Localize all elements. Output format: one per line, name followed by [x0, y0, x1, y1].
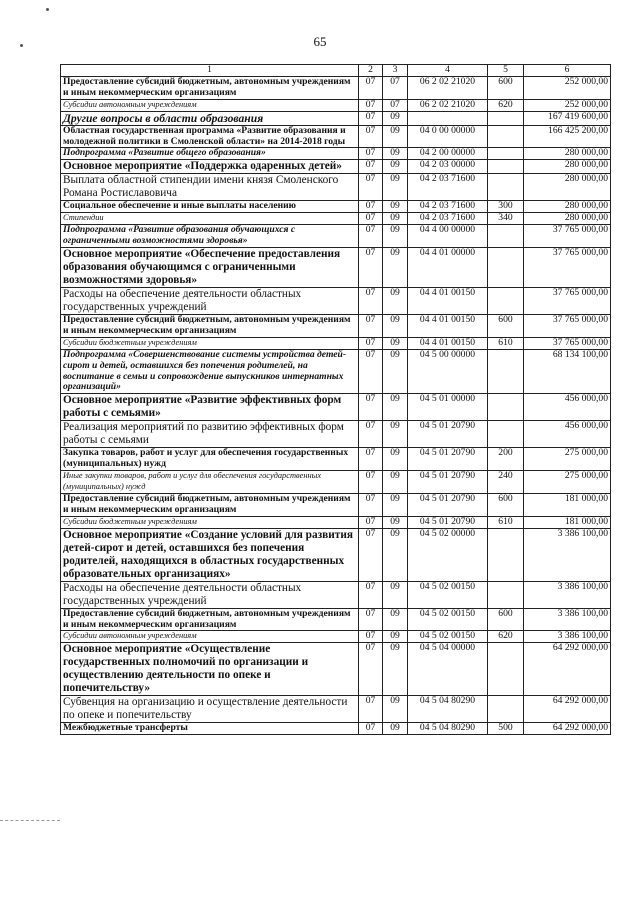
expense-type-code	[488, 125, 524, 148]
table-row	[61, 394, 611, 421]
target-article-code: 04 5 02 00150	[408, 608, 488, 631]
target-article-code: 04 5 01 20790	[408, 448, 488, 471]
expense-item-name: Субсидии бюджетным учреждениям	[61, 337, 359, 349]
section-code: 07	[359, 174, 383, 201]
target-article-code: 04 5 02 00000	[408, 528, 488, 581]
expense-item-name: Основное мероприятие «Развитие эффективных форм работы с семьями»	[61, 394, 359, 421]
table-row	[61, 111, 611, 125]
expense-type-code	[488, 643, 524, 696]
table-row	[61, 471, 611, 494]
section-code: 07	[359, 516, 383, 528]
amount-value: 3 386 100,00	[524, 631, 611, 643]
expense-item-name: Субсидии бюджетным учреждениям	[61, 516, 359, 528]
expense-item-name: Предоставление субсидий бюджетным, автономным учреждениям и иным некоммерческим организациям	[61, 608, 359, 631]
table-row	[61, 723, 611, 735]
expense-item-name: Закупка товаров, работ и услуг для обеспечения государственных (муниципальных) нужд	[61, 448, 359, 471]
target-article-code: 04 5 01 20790	[408, 471, 488, 494]
target-article-code: 04 4 01 00150	[408, 287, 488, 314]
section-code: 07	[359, 160, 383, 174]
section-code: 07	[359, 213, 383, 225]
subsection-code: 09	[383, 516, 408, 528]
table-row	[61, 581, 611, 608]
section-code: 07	[359, 608, 383, 631]
amount-value: 181 000,00	[524, 493, 611, 516]
expense-item-name: Социальное обеспечение и иные выплаты населению	[61, 201, 359, 213]
section-code: 07	[359, 314, 383, 337]
expense-type-code: 600	[488, 314, 524, 337]
section-code: 07	[359, 225, 383, 248]
expense-item-name: Предоставление субсидий бюджетным, автономным учреждениям и иным некоммерческим организациям	[61, 493, 359, 516]
expense-item-name: Расходы на обеспечение деятельности областных государственных учреждений	[61, 581, 359, 608]
section-code: 07	[359, 471, 383, 494]
section-code: 07	[359, 421, 383, 448]
target-article-code: 04 4 01 00150	[408, 314, 488, 337]
amount-value: 68 134 100,00	[524, 349, 611, 394]
table-row	[61, 160, 611, 174]
table-row	[61, 213, 611, 225]
subsection-code: 09	[383, 148, 408, 160]
table-row	[61, 516, 611, 528]
amount-value: 456 000,00	[524, 421, 611, 448]
amount-value: 280 000,00	[524, 213, 611, 225]
section-code: 07	[359, 493, 383, 516]
column-number: 1	[61, 65, 359, 77]
expense-item-name: Подпрограмма «Совершенствование системы устройства детей-сирот и детей, оставшихся без попечения родителей, на воспитание в семьи и сопровождение выпускников интернатных организаций»	[61, 349, 359, 394]
subsection-code: 09	[383, 174, 408, 201]
expense-type-code: 600	[488, 493, 524, 516]
target-article-code: 04 4 01 00000	[408, 247, 488, 287]
amount-value: 64 292 000,00	[524, 723, 611, 735]
expense-item-name: Основное мероприятие «Создание условий для развития детей-сирот и детей, оставшихся без попечения родителей, находящихся в областных государственных образовательных организациях»	[61, 528, 359, 581]
expense-type-code: 300	[488, 201, 524, 213]
target-article-code: 04 2 03 71600	[408, 174, 488, 201]
expense-type-code: 340	[488, 213, 524, 225]
section-code: 07	[359, 247, 383, 287]
subsection-code: 09	[383, 349, 408, 394]
expense-type-code	[488, 287, 524, 314]
table-row	[61, 493, 611, 516]
section-code: 07	[359, 76, 383, 99]
target-article-code: 04 5 01 20790	[408, 493, 488, 516]
subsection-code: 09	[383, 696, 408, 723]
table-row	[61, 448, 611, 471]
expense-type-code	[488, 528, 524, 581]
target-article-code: 04 0 00 00000	[408, 125, 488, 148]
target-article-code: 04 5 04 80290	[408, 696, 488, 723]
subsection-code: 09	[383, 421, 408, 448]
target-article-code: 04 5 02 00150	[408, 631, 488, 643]
target-article-code: 04 4 00 00000	[408, 225, 488, 248]
section-code: 07	[359, 448, 383, 471]
expense-type-code: 200	[488, 448, 524, 471]
expense-item-name: Основное мероприятие «Осуществление государственных полномочий по организации и осуществлению деятельности по опеке и попечительству»	[61, 643, 359, 696]
subsection-code: 09	[383, 631, 408, 643]
subsection-code: 09	[383, 723, 408, 735]
section-code: 07	[359, 528, 383, 581]
expense-item-name: Межбюджетные трансферты	[61, 723, 359, 735]
amount-value: 64 292 000,00	[524, 696, 611, 723]
target-article-code: 04 2 03 71600	[408, 213, 488, 225]
target-article-code: 04 4 01 00150	[408, 337, 488, 349]
subsection-code: 09	[383, 213, 408, 225]
subsection-code: 09	[383, 471, 408, 494]
target-article-code: 06 2 02 21020	[408, 76, 488, 99]
subsection-code: 09	[383, 314, 408, 337]
table-row	[61, 125, 611, 148]
table-row	[61, 421, 611, 448]
target-article-code: 04 5 02 00150	[408, 581, 488, 608]
subsection-code: 09	[383, 201, 408, 213]
column-number: 2	[359, 65, 383, 77]
amount-value: 280 000,00	[524, 160, 611, 174]
expense-item-name: Подпрограмма «Развитие образования обучающихся с ограниченными возможностями здоровья»	[61, 225, 359, 248]
table-row	[61, 631, 611, 643]
table-row	[61, 174, 611, 201]
section-code: 07	[359, 337, 383, 349]
expense-item-name: Выплата областной стипендии имени князя Смоленского Романа Ростиславовича	[61, 174, 359, 201]
amount-value: 37 765 000,00	[524, 287, 611, 314]
amount-value: 166 425 200,00	[524, 125, 611, 148]
subsection-code: 09	[383, 643, 408, 696]
subsection-code: 07	[383, 99, 408, 111]
expense-item-name: Основное мероприятие «Обеспечение предоставления образования обучающимся с ограниченными возможностями здоровья»	[61, 247, 359, 287]
target-article-code: 06 2 02 21020	[408, 99, 488, 111]
expense-type-code	[488, 421, 524, 448]
budget-table	[60, 64, 611, 735]
subsection-code: 09	[383, 528, 408, 581]
section-code: 07	[359, 148, 383, 160]
section-code: 07	[359, 99, 383, 111]
amount-value: 37 765 000,00	[524, 247, 611, 287]
column-number: 4	[408, 65, 488, 77]
column-number: 3	[383, 65, 408, 77]
section-code: 07	[359, 125, 383, 148]
section-code: 07	[359, 394, 383, 421]
subsection-code: 09	[383, 160, 408, 174]
table-row	[61, 76, 611, 99]
expense-type-code	[488, 696, 524, 723]
expense-item-name: Стипендии	[61, 213, 359, 225]
section-code: 07	[359, 111, 383, 125]
amount-value: 3 386 100,00	[524, 581, 611, 608]
target-article-code	[408, 111, 488, 125]
expense-type-code	[488, 394, 524, 421]
column-number-row	[61, 65, 611, 77]
amount-value: 280 000,00	[524, 201, 611, 213]
amount-value: 37 765 000,00	[524, 225, 611, 248]
subsection-code: 09	[383, 493, 408, 516]
target-article-code: 04 5 00 00000	[408, 349, 488, 394]
expense-type-code: 610	[488, 337, 524, 349]
expense-type-code	[488, 349, 524, 394]
expense-item-name: Субсидии автономным учреждениям	[61, 99, 359, 111]
amount-value: 275 000,00	[524, 471, 611, 494]
subsection-code: 09	[383, 448, 408, 471]
subsection-code: 09	[383, 111, 408, 125]
expense-type-code: 610	[488, 516, 524, 528]
expense-item-name: Иные закупки товаров, работ и услуг для обеспечения государственных (муниципальных) нужд	[61, 471, 359, 494]
target-article-code: 04 2 00 00000	[408, 148, 488, 160]
amount-value: 64 292 000,00	[524, 643, 611, 696]
target-article-code: 04 5 04 00000	[408, 643, 488, 696]
amount-value: 280 000,00	[524, 174, 611, 201]
expense-item-name: Предоставление субсидий бюджетным, автономным учреждениям и иным некоммерческим организациям	[61, 76, 359, 99]
section-code: 07	[359, 696, 383, 723]
expense-type-code: 600	[488, 76, 524, 99]
expense-item-name: Расходы на обеспечение деятельности областных государственных учреждений	[61, 287, 359, 314]
target-article-code: 04 2 03 71600	[408, 201, 488, 213]
section-code: 07	[359, 723, 383, 735]
expense-type-code	[488, 225, 524, 248]
expense-type-code	[488, 148, 524, 160]
table-row	[61, 608, 611, 631]
table-row	[61, 247, 611, 287]
column-number: 6	[524, 65, 611, 77]
table-row	[61, 696, 611, 723]
subsection-code: 09	[383, 287, 408, 314]
table-row	[61, 349, 611, 394]
expense-type-code: 240	[488, 471, 524, 494]
expense-type-code: 620	[488, 631, 524, 643]
amount-value: 37 765 000,00	[524, 314, 611, 337]
subsection-code: 07	[383, 76, 408, 99]
amount-value: 456 000,00	[524, 394, 611, 421]
expense-type-code	[488, 247, 524, 287]
page-number: 65	[313, 34, 327, 49]
table-row	[61, 99, 611, 111]
table-row	[61, 201, 611, 213]
expense-item-name: Субсидии автономным учреждениям	[61, 631, 359, 643]
section-code: 07	[359, 349, 383, 394]
amount-value: 280 000,00	[524, 148, 611, 160]
subsection-code: 09	[383, 225, 408, 248]
table-row	[61, 643, 611, 696]
subsection-code: 09	[383, 394, 408, 421]
target-article-code: 04 5 01 20790	[408, 421, 488, 448]
expense-item-name: Подпрограмма «Развитие общего образования»	[61, 148, 359, 160]
target-article-code: 04 5 04 80290	[408, 723, 488, 735]
column-number: 5	[488, 65, 524, 77]
subsection-code: 09	[383, 125, 408, 148]
table-row	[61, 528, 611, 581]
section-code: 07	[359, 631, 383, 643]
subsection-code: 09	[383, 581, 408, 608]
amount-value: 37 765 000,00	[524, 337, 611, 349]
section-code: 07	[359, 201, 383, 213]
section-code: 07	[359, 287, 383, 314]
amount-value: 275 000,00	[524, 448, 611, 471]
expense-item-name: Реализация мероприятий по развитию эффективных форм работы с семьями	[61, 421, 359, 448]
expense-item-name: Областная государственная программа «Развитие образования и молодежной политики в Смоленской области» на 2014-2018 годы	[61, 125, 359, 148]
subsection-code: 09	[383, 337, 408, 349]
table-row	[61, 287, 611, 314]
expense-item-name: Основное мероприятие «Поддержка одаренных детей»	[61, 160, 359, 174]
section-code: 07	[359, 643, 383, 696]
expense-type-code	[488, 111, 524, 125]
table-row	[61, 337, 611, 349]
expense-item-name: Предоставление субсидий бюджетным, автономным учреждениям и иным некоммерческим организациям	[61, 314, 359, 337]
amount-value: 181 000,00	[524, 516, 611, 528]
target-article-code: 04 5 01 20790	[408, 516, 488, 528]
table-row	[61, 225, 611, 248]
expense-type-code	[488, 174, 524, 201]
subsection-code: 09	[383, 608, 408, 631]
table-row	[61, 148, 611, 160]
expense-type-code	[488, 581, 524, 608]
amount-value: 3 386 100,00	[524, 608, 611, 631]
expense-type-code: 620	[488, 99, 524, 111]
expense-type-code: 600	[488, 608, 524, 631]
amount-value: 3 386 100,00	[524, 528, 611, 581]
table-row	[61, 314, 611, 337]
section-code: 07	[359, 581, 383, 608]
amount-value: 252 000,00	[524, 99, 611, 111]
expense-type-code	[488, 160, 524, 174]
target-article-code: 04 5 01 00000	[408, 394, 488, 421]
amount-value: 252 000,00	[524, 76, 611, 99]
expense-type-code: 500	[488, 723, 524, 735]
subsection-code: 09	[383, 247, 408, 287]
target-article-code: 04 2 03 00000	[408, 160, 488, 174]
amount-value: 167 419 600,00	[524, 111, 611, 125]
expense-item-name: Другие вопросы в области образования	[61, 111, 359, 125]
expense-item-name: Субвенция на организацию и осуществление деятельности по опеке и попечительству	[61, 696, 359, 723]
